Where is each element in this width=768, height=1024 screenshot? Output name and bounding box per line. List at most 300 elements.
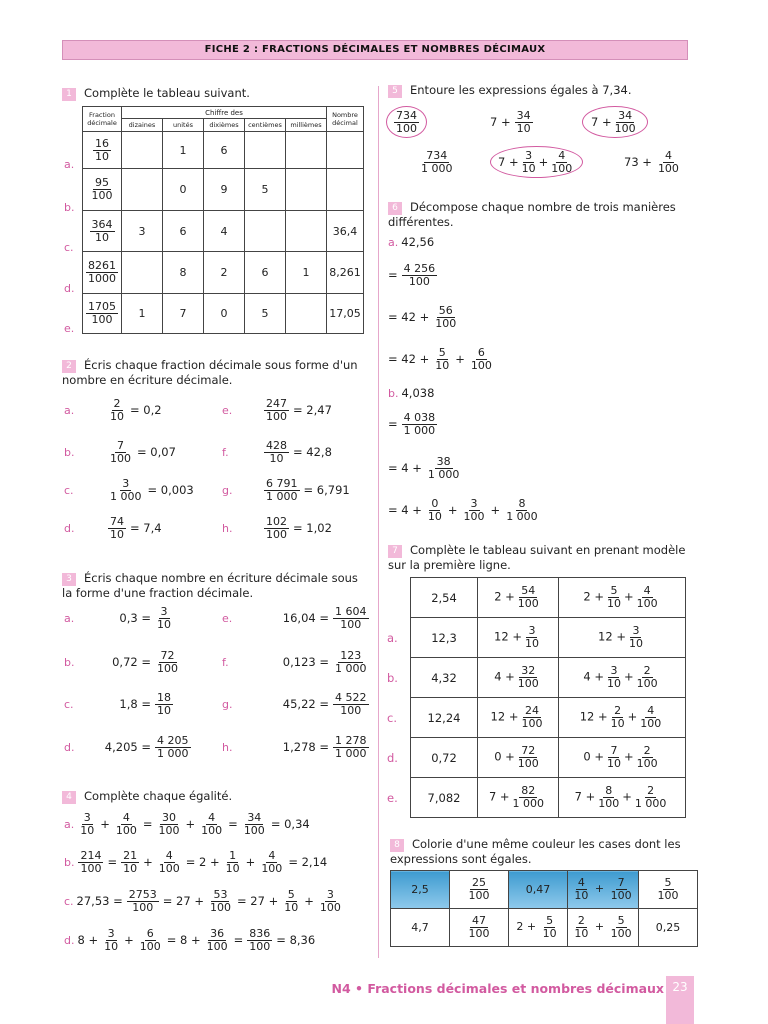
color-cell[interactable]: 2 + $\frac{5}{10}$ [509, 909, 568, 947]
digit-cell[interactable] [245, 132, 286, 169]
fraction: $\frac{3}{10}$ [104, 927, 119, 953]
plus-sign: + [622, 790, 632, 804]
fraction: $\frac{4}{100}$ [158, 849, 180, 875]
fraction: $\frac{836}{100}$ [249, 927, 271, 953]
plus-sign: + [447, 503, 458, 518]
expression-text: = 27 + [236, 894, 279, 909]
plus-sign: + [538, 155, 549, 170]
exercise-number-badge: 7 [388, 545, 402, 558]
ex5-expression-6 [624, 150, 682, 174]
fraction: $\frac{21}{10}$ [123, 849, 138, 875]
fraction: $\frac{5}{100}$ [657, 876, 679, 902]
ex2-item [64, 478, 194, 502]
exercise-number-badge: 6 [388, 202, 402, 215]
row-label: a. [64, 158, 75, 171]
row-label: b. [387, 670, 398, 685]
fraction-cell [83, 252, 122, 294]
color-cell[interactable]: 0,47 [509, 871, 568, 909]
decimal-cell[interactable]: 36,4 [327, 211, 364, 252]
fraction: $\frac{2}{10}$ [610, 704, 625, 730]
digit-cell[interactable]: 8 [163, 252, 204, 294]
expression-text: = 27 + [162, 894, 204, 909]
table-row [386, 578, 686, 618]
decimal-cell[interactable] [327, 132, 364, 169]
item-label: g. [222, 483, 233, 497]
fraction: $\frac{1}{10}$ [225, 849, 240, 875]
digit-cell[interactable]: 0 [204, 294, 245, 334]
sum-cell[interactable]: 2 + $\frac{54}{100}$ [478, 578, 559, 618]
color-cell[interactable]: 0,25 [639, 909, 698, 947]
item-label: b. [64, 445, 75, 459]
ex6-b-heading [388, 386, 434, 400]
fraction: $\frac{38}{1 000}$ [427, 455, 460, 481]
exercise-2-heading [62, 358, 362, 387]
fraction: $\frac{4}{100}$ [201, 811, 223, 837]
fraction: $\frac{95}{100}$ [91, 176, 113, 202]
exercise-instruction: Complète chaque égalité. [84, 789, 233, 803]
decomposition-cell[interactable]: 0 + $\frac{7}{10}$ + $\frac{2}{100}$ [559, 738, 686, 778]
fraction: $\frac{247}{100}$ [266, 397, 287, 423]
digit-cell[interactable]: 5 [245, 169, 286, 211]
ex6-a-2 [388, 305, 459, 329]
item-label: a. [64, 611, 75, 625]
fraction: $\frac{5}{10}$ [542, 914, 557, 940]
plus-sign: + [455, 352, 465, 367]
exercise-number-badge: 4 [62, 791, 76, 804]
exercise-8-heading [390, 837, 695, 866]
exercise-1-table [82, 106, 364, 334]
fraction: $\frac{2}{100}$ [636, 744, 658, 770]
fraction: $\frac{74}{10}$ [110, 515, 124, 541]
digit-cell[interactable] [286, 294, 327, 334]
item-label: c. [64, 894, 74, 908]
subheader-centiemes: centièmes [245, 119, 286, 132]
fraction: $\frac{6}{100}$ [470, 346, 492, 372]
item-label: b. [388, 386, 399, 400]
equals-sign: = [388, 268, 398, 283]
item-label: e. [222, 611, 233, 625]
ex5-expression-1 [386, 106, 427, 138]
decomposition-cell[interactable]: 2 + $\frac{5}{10}$ + $\frac{4}{100}$ [559, 578, 686, 618]
table-row [386, 778, 686, 818]
decimal-value: 1,8 = [119, 697, 151, 712]
expression-text: 7 + [498, 155, 519, 170]
item-label: f. [222, 655, 229, 669]
digit-cell[interactable]: 7 [163, 294, 204, 334]
ex2-item [222, 398, 332, 422]
decimal-cell: 4,32 [411, 658, 478, 698]
ex4-line-b [64, 850, 327, 874]
exercise-instruction: Écris chaque nombre en écriture décimale sous la forme d'une fraction décimale. [62, 571, 358, 600]
exercise-6-heading [388, 200, 693, 229]
digit-cell[interactable]: 1 [286, 252, 327, 294]
fraction: $\frac{2}{10}$ [110, 397, 124, 423]
digit-cell[interactable] [286, 169, 327, 211]
exercise-instruction: Complète le tableau suivant. [84, 86, 250, 100]
fraction: $\frac{3}{10}$ [628, 624, 643, 650]
ex3-item [222, 606, 370, 630]
plus-sign: + [594, 882, 605, 896]
digit-cell[interactable] [286, 211, 327, 252]
fraction: $\frac{6}{100}$ [139, 927, 161, 953]
fraction: $\frac{6 791}{1 000}$ [266, 477, 298, 503]
color-cell[interactable]: 2,5 [391, 871, 450, 909]
fraction: $\frac{2753}{100}$ [128, 888, 157, 914]
decimal-cell: 12,3 [411, 618, 478, 658]
exercise-1-heading [62, 86, 250, 101]
fraction: $\frac{7}{10}$ [606, 744, 621, 770]
exercise-number-badge: 1 [62, 88, 76, 101]
ex3-item [64, 692, 174, 716]
row-label: c. [387, 710, 397, 725]
ex3-item [222, 692, 370, 716]
digit-cell[interactable]: 6 [245, 252, 286, 294]
column-divider [378, 86, 379, 958]
fraction-cell [83, 169, 122, 211]
fraction: $\frac{123}{1 000}$ [335, 649, 367, 675]
result: = 0,003 [147, 483, 194, 498]
table-row [83, 252, 364, 294]
item-label: g. [222, 697, 233, 711]
digit-cell[interactable] [122, 252, 163, 294]
ex6-b-3 [388, 498, 541, 522]
row-label: e. [387, 790, 398, 805]
exercise-instruction: Entoure les expressions égales à 7,34. [410, 83, 632, 97]
fraction: $\frac{3}{100}$ [463, 497, 485, 523]
ex5-expression-3 [582, 106, 648, 138]
fraction: $\frac{32}{100}$ [517, 664, 539, 690]
decimal-value: 0,72 = [112, 655, 151, 670]
exercise-number-badge: 5 [388, 85, 402, 98]
plus-sign: + [304, 894, 314, 909]
item-label: c. [64, 697, 74, 711]
fraction: $\frac{4 256}{100}$ [403, 262, 436, 288]
table-row [83, 211, 364, 252]
table-row [83, 132, 364, 169]
item-label: a. [64, 817, 75, 831]
sum-cell[interactable]: 12 + $\frac{3}{10}$ [478, 618, 559, 658]
row-label: d. [64, 282, 75, 295]
subheader-milliemes: millièmes [286, 119, 327, 132]
table-row [386, 738, 686, 778]
fraction: $\frac{16}{10}$ [95, 136, 109, 163]
table-row [83, 169, 364, 211]
fraction: $\frac{4}{100}$ [657, 149, 679, 175]
expression-text: 7 + [591, 115, 612, 130]
fraction: $\frac{364}{10}$ [91, 217, 113, 244]
result: = 0,07 [137, 445, 176, 460]
fraction: $\frac{5}{100}$ [610, 914, 632, 940]
color-cell[interactable] [568, 909, 639, 947]
color-cell[interactable] [568, 871, 639, 909]
fraction: $\frac{4}{100}$ [551, 149, 573, 175]
page-title: FICHE 2 : FRACTIONS DÉCIMALES ET NOMBRES DÉCIMAUX [62, 40, 688, 60]
exercise-number-badge: 2 [62, 360, 76, 373]
plus-sign: + [124, 933, 134, 948]
fraction: $\frac{2}{1 000}$ [634, 784, 667, 810]
digit-cell[interactable]: 2 [204, 252, 245, 294]
fraction: $\frac{3}{10}$ [521, 149, 536, 175]
sum-cell[interactable]: 4 + $\frac{32}{100}$ [478, 658, 559, 698]
exercise-7-heading [388, 543, 693, 572]
fraction: $\frac{1 604}{100}$ [335, 605, 367, 631]
equals-sign: = [142, 817, 153, 832]
digit-cell[interactable]: 5 [245, 294, 286, 334]
fraction: $\frac{7}{100}$ [110, 439, 131, 465]
fraction: $\frac{34}{100}$ [614, 109, 636, 135]
fraction: $\frac{1 278}{1 000}$ [335, 734, 367, 760]
color-cell[interactable] [639, 871, 698, 909]
fraction-cell [83, 211, 122, 252]
fraction: $\frac{24}{100}$ [521, 704, 543, 730]
equals-sign: = [388, 417, 398, 432]
ex6-b-2 [388, 456, 462, 480]
fraction: $\frac{4}{100}$ [261, 849, 283, 875]
item-label: b. [64, 855, 75, 869]
fraction: $\frac{3}{10}$ [606, 664, 621, 690]
fraction: $\frac{3}{10}$ [80, 811, 95, 837]
ex3-item [222, 650, 370, 674]
fraction: $\frac{56}{100}$ [435, 304, 457, 330]
result: = 6,791 [303, 483, 350, 498]
decimal-value: 0,3 = [119, 611, 151, 626]
result: = 0,2 [130, 403, 162, 418]
plus-sign: + [143, 855, 153, 870]
exercise-5-heading [388, 83, 632, 98]
ex5-expression-2 [490, 110, 534, 134]
exercise-instruction: Écris chaque fraction décimale sous forme d'un nombre en écriture décimale. [62, 358, 358, 387]
sum-cell[interactable]: 0 + $\frac{72}{100}$ [478, 738, 559, 778]
digit-cell[interactable]: 1 [122, 294, 163, 334]
ex3-item [64, 606, 174, 630]
fraction: $\frac{8261}{1000}$ [88, 259, 116, 285]
fraction: $\frac{8}{1 000}$ [506, 497, 538, 523]
plus-sign: + [623, 670, 634, 684]
exercise-instruction: Complète le tableau suivant en prenant modèle sur la première ligne. [388, 543, 686, 572]
fraction: $\frac{5}{10}$ [435, 346, 450, 372]
decimal-value: 0,123 = [282, 655, 329, 670]
subheader-dixiemes: dixièmes [204, 119, 245, 132]
fraction-cell [83, 132, 122, 169]
ex2-item [64, 440, 176, 464]
decimal-value: 1,278 = [282, 740, 329, 755]
result: = 2,47 [293, 403, 332, 418]
expression-text: 8 + [77, 933, 99, 948]
fraction: $\frac{4}{100}$ [640, 704, 662, 730]
fraction-cell [83, 294, 122, 334]
plus-sign: + [245, 855, 256, 870]
decomposition-cell[interactable]: 4 + $\frac{3}{10}$ + $\frac{2}{100}$ [559, 658, 686, 698]
expression-text: 73 + [624, 155, 652, 170]
fraction: $\frac{734}{100}$ [396, 109, 417, 135]
digit-cell[interactable]: 6 [204, 132, 245, 169]
item-label: b. [64, 655, 75, 669]
equals-sign: = [107, 855, 118, 870]
fraction: $\frac{3}{100}$ [319, 888, 341, 914]
plus-sign: + [490, 503, 501, 518]
digit-cell[interactable] [286, 132, 327, 169]
fraction: $\frac{34}{10}$ [516, 109, 531, 135]
fraction: $\frac{1705}{100}$ [88, 300, 116, 326]
expression-text: = 4 + [388, 503, 422, 518]
ex3-item [64, 650, 181, 674]
decimal-cell: 12,24 [411, 698, 478, 738]
result: = 7,4 [130, 521, 162, 536]
fraction: $\frac{428}{10}$ [266, 439, 287, 465]
exercise-4-heading [62, 789, 232, 804]
exercise-number-badge: 3 [62, 573, 76, 586]
fraction: $\frac{5}{10}$ [284, 888, 299, 914]
item-label: a. [64, 403, 75, 417]
result: = 1,02 [293, 521, 332, 536]
fraction: $\frac{72}{100}$ [157, 649, 178, 675]
row-label: e. [64, 322, 75, 335]
result: = 0,34 [270, 817, 310, 832]
decimal-cell[interactable] [327, 169, 364, 211]
fraction: $\frac{0}{10}$ [427, 497, 442, 523]
color-cell[interactable] [450, 909, 509, 947]
fraction: $\frac{3}{10}$ [524, 624, 539, 650]
item-label: h. [222, 521, 233, 535]
fraction: $\frac{54}{100}$ [517, 584, 539, 610]
decomposition-cell[interactable]: 7 + $\frac{8}{100}$ + $\frac{2}{1 000}$ [559, 778, 686, 818]
footer-chapter-title: N4 • Fractions décimales et nombres décimaux [331, 981, 664, 996]
row-label [386, 578, 411, 618]
item-label: h. [222, 740, 233, 754]
expression-text: 27,53 = [76, 894, 123, 909]
exercise-instruction: Colorie d'une même couleur les cases dont les expressions sont égales. [390, 837, 681, 866]
digit-cell[interactable]: 4 [204, 211, 245, 252]
table-row [386, 698, 686, 738]
equals-sign: = [233, 933, 244, 948]
decomposition-cell[interactable]: 12 + $\frac{2}{10}$ + $\frac{4}{100}$ [559, 698, 686, 738]
ex3-item [64, 735, 192, 759]
row-label: b. [64, 201, 75, 214]
fraction: $\frac{3}{1 000}$ [110, 477, 142, 503]
ex2-item [64, 516, 162, 540]
digit-cell[interactable]: 1 [163, 132, 204, 169]
digit-cell[interactable]: 6 [163, 211, 204, 252]
column-header-nombre: Nombre décimal [327, 107, 364, 132]
row-label: a. [387, 630, 398, 645]
ex3-item [222, 735, 370, 759]
ex4-line-d [64, 928, 315, 952]
table-row [83, 294, 364, 334]
ex2-item [222, 516, 332, 540]
digit-cell[interactable] [122, 132, 163, 169]
plus-sign: + [185, 817, 196, 832]
result: = 2,14 [288, 855, 328, 870]
result: = 8,36 [276, 933, 316, 948]
number-to-decompose: 42,56 [401, 235, 435, 249]
fraction: $\frac{72}{100}$ [517, 744, 539, 770]
expression-text: = 4 + [388, 461, 422, 476]
expression-text: = 8 + [166, 933, 201, 948]
fraction: $\frac{4 038}{1 000}$ [403, 411, 436, 437]
fraction: $\frac{734}{1 000}$ [421, 149, 453, 175]
exercise-7-table [386, 577, 686, 818]
ex2-item [64, 398, 162, 422]
decimal-cell[interactable]: 8,261 [327, 252, 364, 294]
row-label: d. [387, 750, 398, 765]
color-cell[interactable] [450, 871, 509, 909]
item-label: c. [64, 483, 74, 497]
column-header-chiffre-des: Chiffre des [122, 107, 327, 119]
row-label: c. [64, 241, 74, 254]
item-label: d. [64, 740, 75, 754]
item-label: a. [388, 235, 399, 249]
fraction: $\frac{3}{10}$ [157, 605, 171, 631]
digit-cell[interactable] [245, 211, 286, 252]
plus-sign: + [627, 710, 638, 724]
ex5-expression-4 [418, 150, 456, 174]
fraction: $\frac{4}{10}$ [574, 876, 589, 902]
ex2-item [222, 440, 332, 464]
digit-cell[interactable]: 3 [122, 211, 163, 252]
fraction: $\frac{4 522}{100}$ [335, 691, 367, 717]
circled-expression [582, 106, 648, 138]
fraction: $\frac{34}{100}$ [243, 811, 265, 837]
plus-sign: + [100, 817, 110, 832]
exercise-7-table-wrapper [386, 577, 686, 818]
ex4-line-a [64, 812, 310, 836]
decimal-cell[interactable]: 17,05 [327, 294, 364, 334]
fraction: $\frac{5}{10}$ [606, 584, 621, 610]
exercise-8-table [390, 870, 698, 947]
digit-cell[interactable]: 9 [204, 169, 245, 211]
expression-text: = 42 + [388, 352, 430, 367]
color-cell[interactable]: 4,7 [391, 909, 450, 947]
fraction: $\frac{30}{100}$ [158, 811, 180, 837]
decomposition-cell[interactable]: 12 + $\frac{3}{10}$ [559, 618, 686, 658]
expression-text: = 2 + [185, 855, 220, 870]
digit-cell[interactable]: 0 [163, 169, 204, 211]
digit-cell[interactable] [122, 169, 163, 211]
fraction: $\frac{25}{100}$ [468, 876, 490, 902]
plus-sign: + [623, 750, 634, 764]
sum-cell[interactable]: 7 + $\frac{82}{1 000}$ [478, 778, 559, 818]
fraction: $\frac{102}{100}$ [266, 515, 287, 541]
fraction: $\frac{53}{100}$ [209, 888, 231, 914]
fraction: $\frac{18}{10}$ [157, 691, 171, 717]
equals-sign: = [228, 817, 238, 832]
decimal-value: 45,22 = [282, 697, 329, 712]
exercise-1-table-wrapper [60, 106, 364, 334]
subheader-dizaines: dizaines [122, 119, 163, 132]
plus-sign: + [623, 590, 634, 604]
exercise-instruction: Décompose chaque nombre de trois manières différentes. [388, 200, 676, 229]
item-label: e. [222, 403, 233, 417]
decimal-value: 4,205 = [104, 740, 151, 755]
fraction: $\frac{2}{10}$ [574, 914, 589, 940]
ex6-a-1 [388, 263, 438, 287]
exercise-3-heading [62, 571, 367, 600]
column-header-fraction: Fraction décimale [83, 107, 122, 132]
ex5-expression-5 [490, 146, 583, 178]
circled-expression [386, 106, 427, 138]
table-row [386, 658, 686, 698]
circled-expression [490, 146, 583, 178]
sum-cell[interactable]: 12 + $\frac{24}{100}$ [478, 698, 559, 738]
ex2-item [222, 478, 350, 502]
page-number: 23 [666, 976, 694, 1024]
fraction: $\frac{214}{100}$ [80, 849, 102, 875]
decimal-cell: 7,082 [411, 778, 478, 818]
item-label: d. [64, 521, 75, 535]
result: = 42,8 [293, 445, 332, 460]
fraction: $\frac{4}{100}$ [636, 584, 658, 610]
fraction: $\frac{7}{100}$ [610, 876, 632, 902]
